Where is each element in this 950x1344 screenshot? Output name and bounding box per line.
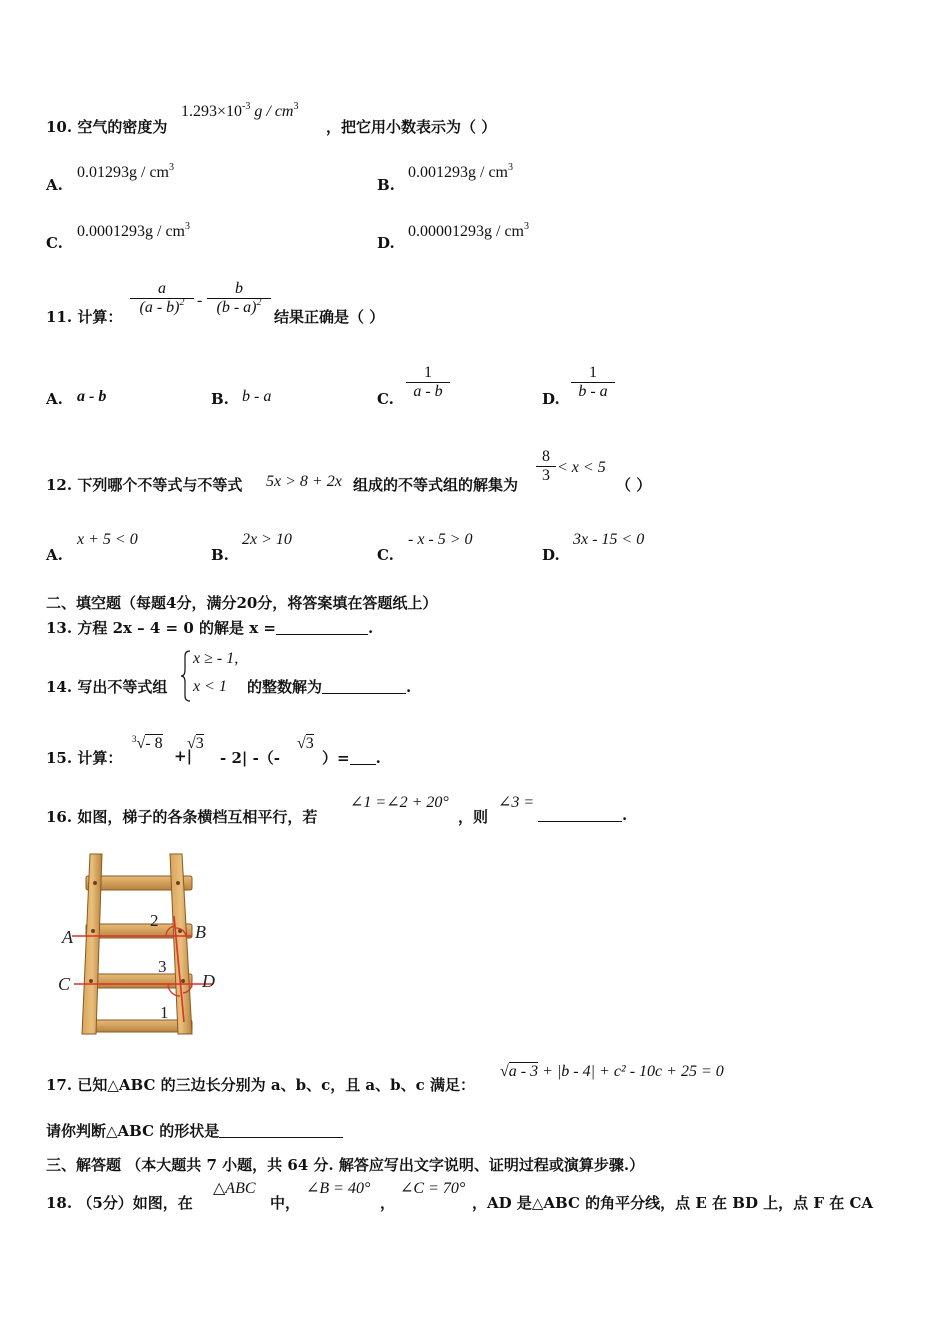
- q14-system-line-1: x ≥ - 1,: [193, 650, 239, 667]
- q11-option-b-label: B.: [211, 390, 229, 408]
- q10-stem: 10. 空气的密度为: [46, 118, 168, 136]
- q12-inequality: 5x > 8 + 2x: [266, 473, 342, 490]
- q14-answer-blank[interactable]: [322, 679, 406, 694]
- q10-stem-tail: ，把它用小数表示为（ ）: [326, 118, 497, 136]
- q15-middle: - 2| -（-: [220, 749, 281, 767]
- q12-option-c: - x - 5 > 0: [408, 531, 473, 548]
- q11-stem: 11. 计算：: [46, 308, 123, 326]
- q10-option-d: $0.00001293g / cm^3$: [408, 221, 529, 240]
- q10-option-b-label: B.: [377, 176, 395, 194]
- q12-option-d: 3x - 15 < 0: [573, 531, 645, 548]
- q12-option-a: x + 5 < 0: [77, 531, 138, 548]
- q18-triangle: △ABC: [213, 1180, 256, 1197]
- q18-zhong: 中，: [270, 1194, 301, 1212]
- q16-answer: .: [538, 806, 627, 824]
- q11-option-d: 1 b - a: [571, 364, 615, 401]
- q18-angle-c: ∠C = 70°: [400, 1180, 466, 1197]
- q15-sqrt-1: √3: [187, 735, 204, 752]
- q10-option-c: $0.0001293g / cm^3$: [77, 221, 190, 240]
- q12-range: < x < 5: [557, 459, 606, 476]
- q11-option-a-label: A.: [46, 390, 63, 408]
- ladder-label-2: 2: [150, 911, 159, 930]
- ladder-label-b: B: [195, 922, 206, 942]
- q11-option-c-label: C.: [377, 390, 394, 408]
- q11-option-d-label: D.: [542, 390, 560, 408]
- q11-minus: -: [197, 292, 203, 309]
- q15-cube-root: $^3$√- 8: [132, 734, 163, 752]
- q12-stem: 12. 下列哪个不等式与不等式: [46, 476, 243, 494]
- q18-stem-tail: ，AD 是△ABC 的角平分线，点 E 在 BD 上，点 F 在 CA: [472, 1194, 874, 1212]
- q15-plus-abs: +|: [174, 747, 193, 765]
- q11-fraction-2: b (b - a)$^2$: [207, 280, 271, 317]
- section-3-heading: 三、解答题 （本大题共 7 小题，共 64 分. 解答应写出文字说明、证明过程或演算步骤.）: [46, 1156, 645, 1174]
- q17-expression: √a - 3 + |b - 4| + c² - 10c + 25 = 0: [500, 1063, 724, 1080]
- q14-system-line-2: x < 1: [193, 678, 227, 695]
- q12-option-a-label: A.: [46, 546, 63, 564]
- q10-option-a: $0.01293g / cm^3$: [77, 162, 174, 181]
- q10-option-c-label: C.: [46, 234, 63, 252]
- q14-stem: 14. 写出不等式组: [46, 678, 168, 696]
- q12-option-d-label: D.: [542, 546, 560, 564]
- q12-option-b-label: B.: [211, 546, 229, 564]
- ladder-label-1: 1: [160, 1003, 169, 1022]
- q18-angle-b: ∠B = 40°: [306, 1180, 371, 1197]
- ladder-label-d: D: [202, 971, 215, 991]
- q17-stem: 17. 已知△ABC 的三边长分别为 a、b、c，且 a、b、c 满足：: [46, 1076, 475, 1094]
- q16-then: ，则: [458, 808, 489, 826]
- q15-stem: 15. 计算：: [46, 749, 123, 767]
- q11-option-a: a - b: [77, 388, 107, 405]
- q17-ask: 请你判断△ABC 的形状是: [46, 1120, 343, 1141]
- q12-option-c-label: C.: [377, 546, 394, 564]
- q11-option-b: b - a: [242, 388, 272, 405]
- q14-stem-tail: 的整数解为 .: [247, 678, 412, 696]
- q16-condition: ∠1 =∠2 + 20°: [350, 794, 449, 811]
- q10-option-d-label: D.: [377, 234, 395, 252]
- ladder-label-c: C: [58, 974, 71, 994]
- q11-fraction-1: a (a - b)$^2$: [130, 280, 194, 317]
- q14-brace: [180, 650, 192, 702]
- ladder-figure: [52, 852, 232, 1037]
- ladder-label-a: A: [62, 927, 73, 947]
- ladder-label-3: 3: [158, 957, 167, 976]
- q12-stem-mid: 组成的不等式组的解集为: [353, 476, 519, 494]
- q12-paren: （ ）: [616, 476, 652, 494]
- q13: 13. 方程 2x – 4 = 0 的解是 x = .: [46, 619, 374, 637]
- q18-comma: ，: [380, 1194, 396, 1212]
- q15-tail: ）= .: [322, 749, 381, 767]
- q10-expr: $1.293\times 10^{-3}$ g / $cm^3$: [181, 101, 299, 120]
- q10-option-a-label: A.: [46, 176, 63, 194]
- q11-stem-tail: 结果正确是（ ）: [274, 308, 385, 326]
- q16-ask: ∠3 =: [498, 794, 535, 811]
- q13-answer-blank[interactable]: [276, 620, 368, 635]
- q10-option-b: $0.001293g / cm^3$: [408, 162, 513, 181]
- q18-stem: 18. （5分）如图，在: [46, 1194, 193, 1212]
- section-2-heading: 二、填空题（每题4分，满分20分，将答案填在答题纸上）: [46, 594, 438, 612]
- q16-answer-blank[interactable]: [538, 807, 622, 822]
- q16-stem: 16. 如图，梯子的各条横档互相平行，若: [46, 808, 318, 826]
- q17-answer-blank[interactable]: [219, 1123, 343, 1138]
- q12-option-b: 2x > 10: [242, 531, 292, 548]
- q12-fraction: 8 3: [536, 448, 556, 485]
- q15-answer-blank[interactable]: [350, 750, 376, 765]
- q11-option-c: 1 a - b: [406, 364, 450, 401]
- q15-sqrt-2: √3: [297, 735, 314, 752]
